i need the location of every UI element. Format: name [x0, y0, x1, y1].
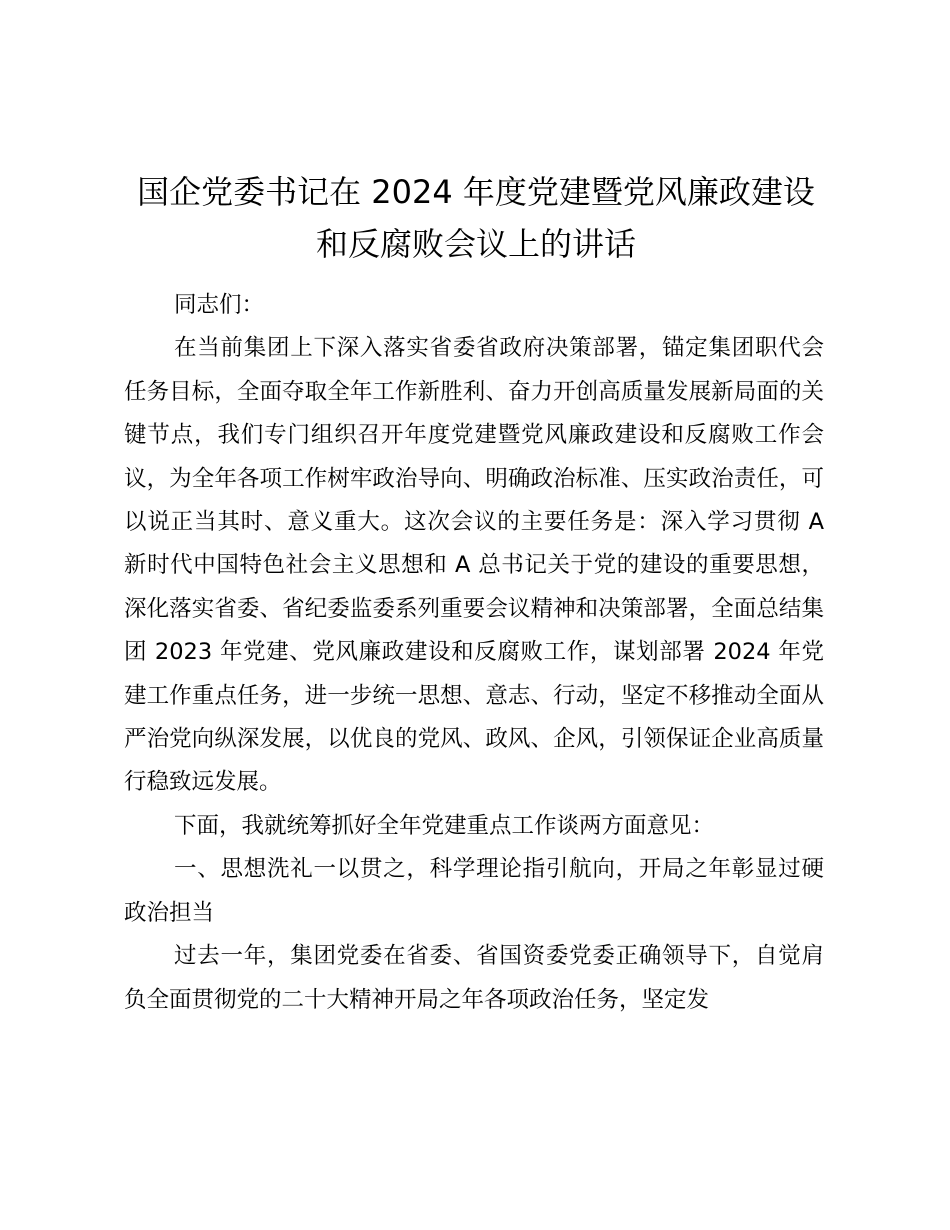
intro-paragraph: 在当前集团上下深入落实省委省政府决策部署，锚定集团职代会任务目标，全面夺取全年工作新胜利、奋力开创高质量发展新局面的关键节点，我们专门组织召开年度党建暨党风廉政建设和反腐败工作会议，为全年各项工作树牢政治导向、明确政治标准、压实政治责任，可以说正当其时、意义重大。这次会议的主要任务是：深入学习贯彻 A 新时代中国特色社会主义思想和 A 总书记关于党的建设的重要思想，深化落实省委、省纪委监委系列重要会议精神和决策部署，全面总结集团 2023 年党建、党风廉政建设和反腐败工作，谋划部署 2024 年党建工作重点任务，进一步统一思想、意志、行动，坚定不移推动全面从严治党向纵深发展，以优良的党风、政风、企风，引领保证企业高质量行稳致远发展。 [124, 335, 824, 796]
section-heading-1: 一、思想洗礼一以贯之，科学理论指引航向，开局之年彰显过硬政治担当 [124, 856, 824, 926]
outline-paragraph: 下面，我就统筹抓好全年党建重点工作谈两方面意见： [174, 812, 715, 839]
greeting-paragraph: 同志们： [174, 292, 265, 318]
section-1-paragraph: 过去一年，集团党委在省委、省国资委党委正确领导下，自觉肩负全面贯彻党的二十大精神开局之年各项政治任务，坚定发 [124, 943, 824, 1013]
document-body [124, 284, 824, 1022]
document-title: 国企党委书记在 2024 年度党建暨党风廉政建设和反腐败会议上的讲话 [137, 173, 815, 263]
